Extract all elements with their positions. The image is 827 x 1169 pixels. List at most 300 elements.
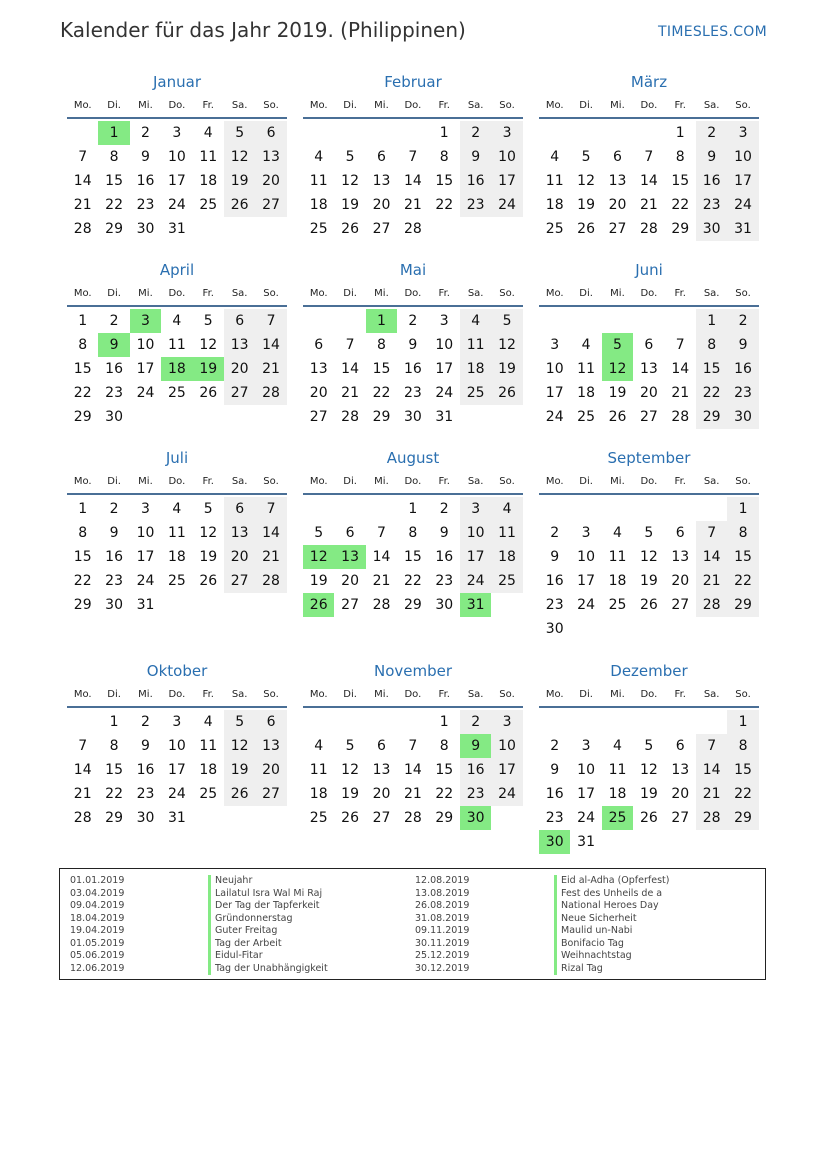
weekday-label: Mi. [374,688,389,700]
weekend-day-cell: 12 [224,145,255,169]
weekday-label: Mo. [309,99,328,111]
day-cell: 6 [314,337,324,353]
week-row [303,405,523,429]
day-cell: 23 [105,385,123,401]
day-cell: 18 [309,197,328,213]
weekday-label: Mi. [138,287,153,299]
day-cell: 17 [136,361,155,377]
month-7 [67,448,287,617]
week-row [67,121,287,145]
day-cell: 14 [341,361,359,377]
weekend-day-cell: 3 [460,497,491,521]
day-cell: 16 [545,786,564,802]
weekend-day-cell: 27 [224,569,255,593]
empty-day-cell [397,121,428,145]
header-rule [303,706,523,708]
day-cell: 30 [136,810,155,826]
day-cell: 1 [675,125,685,141]
day-cell: 28 [341,409,359,425]
day-cell: 17 [577,573,595,589]
month-12 [539,661,759,854]
month-name: August [386,449,440,467]
week-row [303,758,523,782]
header-rule [67,706,287,708]
empty-day-cell [665,497,696,521]
empty-day-cell [130,405,161,429]
holiday-name: Lailatul Isra Wal Mi Raj [208,888,328,901]
day-cell: 8 [408,525,418,541]
day-cell: 7 [675,337,685,353]
day-cell: 5 [644,525,654,541]
day-cell: 15 [435,762,454,778]
day-cell: 4 [581,337,591,353]
empty-day-cell [570,617,601,641]
weekend-day-cell: 20 [224,357,255,381]
weekday-label: Di. [579,475,593,487]
day-cell: 18 [608,573,627,589]
weekday-label: So. [499,99,515,111]
day-cell: 19 [639,786,658,802]
empty-day-cell [397,710,428,734]
week-row [303,169,523,193]
weekday-label: Mi. [610,287,625,299]
header-rule [67,305,287,307]
week-row [303,734,523,758]
day-cell: 19 [309,573,328,589]
day-cell: 7 [408,738,418,754]
weekend-day-cell: 14 [696,545,727,569]
week-row [539,569,759,593]
week-row [67,593,287,617]
day-cell: 2 [408,313,418,329]
weekday-label: Mi. [138,688,153,700]
weekday-label: Mi. [374,99,389,111]
weekend-day-cell: 16 [460,758,491,782]
weekend-day-cell: 1 [727,710,758,734]
weekday-label: So. [263,475,279,487]
weekday-label: So. [735,287,751,299]
month-1 [67,72,287,241]
weekday-header [67,96,287,114]
weekday-label: Mo. [73,475,92,487]
week-row [539,758,759,782]
day-cell: 27 [639,409,658,425]
day-cell: 23 [545,597,564,613]
day-cell: 9 [550,549,560,565]
weekend-day-cell: 21 [696,782,727,806]
weekend-day-cell: 8 [727,521,758,545]
day-cell: 24 [435,385,454,401]
weekend-day-cell: 21 [696,569,727,593]
day-cell: 23 [136,197,155,213]
header-rule [303,493,523,495]
week-row [303,121,523,145]
day-cell: 31 [167,810,186,826]
weekday-label: Fr. [202,99,214,111]
week-row [67,381,287,405]
month-name: April [159,261,195,279]
day-cell: 19 [577,197,595,213]
day-cell: 26 [199,385,218,401]
day-cell: 28 [671,409,690,425]
day-cell: 24 [545,409,564,425]
day-cell: 8 [78,525,88,541]
weekend-day-cell: 1 [727,497,758,521]
day-cell: 25 [167,573,186,589]
holiday-name: National Heroes Day [554,900,669,913]
day-cell: 18 [608,786,627,802]
day-cell: 11 [167,337,186,353]
weekday-label: Mo. [73,287,92,299]
week-row [539,782,759,806]
day-cell: 21 [403,786,422,802]
day-cell: 7 [377,525,386,541]
day-grid [539,710,759,854]
weekend-day-cell: 20 [224,545,255,569]
day-cell: 2 [439,501,449,517]
month-2 [303,72,523,241]
empty-day-cell [255,593,286,617]
week-row [539,617,759,641]
day-cell: 26 [639,810,658,826]
weekend-day-cell: 10 [460,521,491,545]
holiday-date: 09.04.2019 [70,900,125,911]
day-cell: 18 [199,173,218,189]
day-cell: 8 [78,337,88,353]
weekend-day-cell: 2 [696,121,727,145]
day-cell: 9 [439,525,449,541]
day-cell: 24 [136,385,155,401]
day-cell: 8 [675,149,685,165]
weekday-label: Do. [168,287,186,299]
day-cell: 4 [550,149,560,165]
week-row [539,357,759,381]
weekday-label: Mo. [545,99,564,111]
day-cell: 16 [136,173,155,189]
holiday-day-cell: 13 [334,545,365,569]
weekend-day-cell: 11 [460,333,491,357]
day-cell: 22 [435,197,454,213]
weekday-label: Fr. [202,287,214,299]
day-cell: 28 [403,221,422,237]
day-cell: 8 [109,149,119,165]
day-cell: 20 [608,197,627,213]
day-cell: 29 [435,810,454,826]
empty-day-cell [67,710,98,734]
holiday-name: Gründonnerstag [208,913,328,926]
weekday-label: So. [499,688,515,700]
day-cell: 11 [167,525,186,541]
weekday-label: Di. [579,287,593,299]
day-grid [303,710,523,830]
empty-day-cell [193,593,224,617]
holiday-day-cell: 31 [460,593,491,617]
day-cell: 12 [341,173,359,189]
weekend-day-cell: 28 [696,593,727,617]
day-cell: 12 [639,762,658,778]
weekend-day-cell: 24 [491,193,522,217]
day-cell: 5 [203,313,213,329]
empty-day-cell [665,710,696,734]
holiday-name: Neue Sicherheit [554,913,669,926]
day-cell: 4 [172,313,182,329]
empty-day-cell [633,710,664,734]
day-cell: 21 [372,573,391,589]
day-cell: 20 [671,573,690,589]
week-row [539,381,759,405]
day-cell: 13 [671,549,690,565]
day-cell: 13 [639,361,658,377]
weekday-label: Do. [168,99,186,111]
day-grid [67,121,287,241]
weekday-label: Sa. [231,287,248,299]
day-grid [539,309,759,429]
day-cell: 29 [105,221,123,237]
day-cell: 29 [73,409,92,425]
weekday-label: Mo. [545,287,564,299]
empty-day-cell [539,497,570,521]
week-row [539,521,759,545]
week-row [303,782,523,806]
day-cell: 15 [105,173,123,189]
day-cell: 11 [545,173,564,189]
day-grid [303,121,523,241]
week-row [303,193,523,217]
holiday-day-cell: 9 [98,333,129,357]
week-row [67,521,287,545]
day-cell: 14 [372,549,391,565]
day-cell: 15 [372,361,391,377]
day-cell: 30 [403,409,422,425]
empty-day-cell [303,710,334,734]
empty-day-cell [334,710,365,734]
weekend-day-cell: 18 [460,357,491,381]
day-cell: 30 [105,597,123,613]
weekday-label: Mi. [610,688,625,700]
day-cell: 1 [439,125,449,141]
weekday-label: Fr. [438,475,450,487]
empty-day-cell [255,405,286,429]
holiday-name: Weihnachtstag [554,950,669,963]
holiday-day-cell: 12 [303,545,334,569]
day-cell: 25 [545,221,564,237]
weekend-day-cell: 18 [491,545,522,569]
weekend-day-cell: 14 [255,333,286,357]
empty-day-cell [633,309,664,333]
brand-logo-text[interactable]: TIMESLES.COM [658,24,767,40]
holiday-name: Bonifacio Tag [554,938,669,951]
day-cell: 10 [167,149,186,165]
weekend-day-cell: 30 [696,217,727,241]
day-cell: 29 [372,409,391,425]
day-cell: 13 [372,173,391,189]
day-cell: 27 [309,409,328,425]
weekend-day-cell: 25 [460,381,491,405]
legend-right-names [554,875,669,975]
day-cell: 25 [199,786,218,802]
weekend-day-cell: 25 [491,569,522,593]
weekday-label: Sa. [703,688,720,700]
weekend-day-cell: 3 [491,121,522,145]
empty-day-cell [255,217,286,241]
month-name: März [630,73,668,91]
weekend-day-cell: 11 [491,521,522,545]
day-cell: 22 [403,573,422,589]
day-cell: 23 [435,573,454,589]
weekday-label: So. [735,475,751,487]
week-row [303,521,523,545]
weekend-day-cell: 26 [491,381,522,405]
day-cell: 25 [167,385,186,401]
month-name: November [373,662,453,680]
day-cell: 4 [314,738,324,754]
week-row [303,381,523,405]
holiday-day-cell: 19 [193,357,224,381]
empty-day-cell [491,806,522,830]
day-cell: 6 [345,525,355,541]
day-cell: 18 [545,197,564,213]
weekday-label: Fr. [202,475,214,487]
empty-day-cell [633,497,664,521]
weekend-day-cell: 4 [491,497,522,521]
empty-day-cell [67,121,98,145]
week-row [67,782,287,806]
weekend-day-cell: 13 [255,734,286,758]
weekday-header [303,685,523,703]
holiday-name: Guter Freitag [208,925,328,938]
week-row [303,545,523,569]
empty-day-cell [303,497,334,521]
weekday-label: Sa. [467,688,484,700]
week-row [303,357,523,381]
weekend-day-cell: 16 [696,169,727,193]
day-cell: 19 [639,573,658,589]
day-cell: 19 [341,786,359,802]
day-cell: 29 [73,597,92,613]
day-grid [67,309,287,429]
day-cell: 20 [639,385,658,401]
day-cell: 2 [141,125,150,141]
day-cell: 11 [199,738,218,754]
holiday-date: 18.04.2019 [70,912,125,924]
day-grid [303,497,523,617]
empty-day-cell [696,830,727,854]
day-cell: 24 [577,810,595,826]
day-cell: 27 [372,810,391,826]
weekend-day-cell: 7 [696,734,727,758]
day-cell: 14 [73,762,92,778]
weekday-label: Mi. [138,475,153,487]
day-cell: 1 [408,501,418,517]
holiday-date: 05.06.2019 [70,950,125,961]
weekday-header [303,472,523,490]
weekday-label: Do. [640,475,658,487]
header-rule [67,493,287,495]
weekend-day-cell: 3 [491,710,522,734]
day-cell: 21 [403,197,422,213]
day-cell: 4 [613,525,622,541]
day-cell: 17 [435,361,454,377]
day-cell: 21 [341,385,359,401]
day-cell: 15 [403,549,422,565]
weekday-label: Di. [343,475,357,487]
empty-day-cell [334,309,365,333]
day-grid [539,121,759,241]
weekday-label: Sa. [231,688,248,700]
day-cell: 5 [345,149,355,165]
day-cell: 31 [167,221,186,237]
day-cell: 22 [73,385,92,401]
month-8 [303,448,523,617]
empty-day-cell [727,617,758,641]
day-cell: 3 [141,501,150,517]
weekend-day-cell: 26 [224,782,255,806]
day-cell: 3 [172,714,182,730]
day-grid [303,309,523,429]
week-row [539,830,759,854]
month-name: Oktober [146,662,208,680]
month-9 [539,448,759,641]
day-cell: 24 [136,573,155,589]
weekday-label: Fr. [674,287,686,299]
weekend-day-cell: 3 [727,121,758,145]
empty-day-cell [602,121,633,145]
weekend-day-cell: 29 [727,806,758,830]
empty-day-cell [570,121,601,145]
week-row [303,145,523,169]
weekend-day-cell: 16 [727,357,758,381]
holiday-name: Eidul-Fitar [208,950,328,963]
month-name: Juli [165,449,189,467]
weekend-day-cell: 15 [727,545,758,569]
weekend-day-cell: 23 [727,381,758,405]
weekend-day-cell: 5 [491,309,522,333]
empty-day-cell [696,710,727,734]
holiday-name: Der Tag der Tapferkeit [208,900,328,913]
weekend-day-cell: 4 [460,309,491,333]
holiday-date: 31.08.2019 [415,912,470,924]
weekend-day-cell: 17 [727,169,758,193]
header-rule [67,117,287,119]
day-cell: 26 [341,810,359,826]
weekday-label: Mo. [309,475,328,487]
day-cell: 11 [577,361,595,377]
weekday-label: Sa. [703,99,720,111]
weekend-day-cell: 15 [727,758,758,782]
weekday-label: Di. [107,99,121,111]
weekend-day-cell: 9 [460,145,491,169]
weekend-day-cell: 1 [696,309,727,333]
empty-day-cell [334,497,365,521]
day-cell: 8 [439,738,449,754]
weekend-day-cell: 26 [224,193,255,217]
empty-day-cell [224,405,255,429]
week-row [67,734,287,758]
week-row [303,569,523,593]
empty-day-cell [303,309,334,333]
day-cell: 4 [203,714,213,730]
holiday-name: Rizal Tag [554,963,669,976]
weekday-label: Di. [343,99,357,111]
day-cell: 4 [613,738,622,754]
day-cell: 13 [372,762,391,778]
day-cell: 13 [309,361,328,377]
week-row [303,593,523,617]
day-cell: 11 [309,762,328,778]
holiday-name: Tag der Unabhängigkeit [208,963,328,976]
day-cell: 25 [577,409,595,425]
weekday-label: Do. [404,688,422,700]
